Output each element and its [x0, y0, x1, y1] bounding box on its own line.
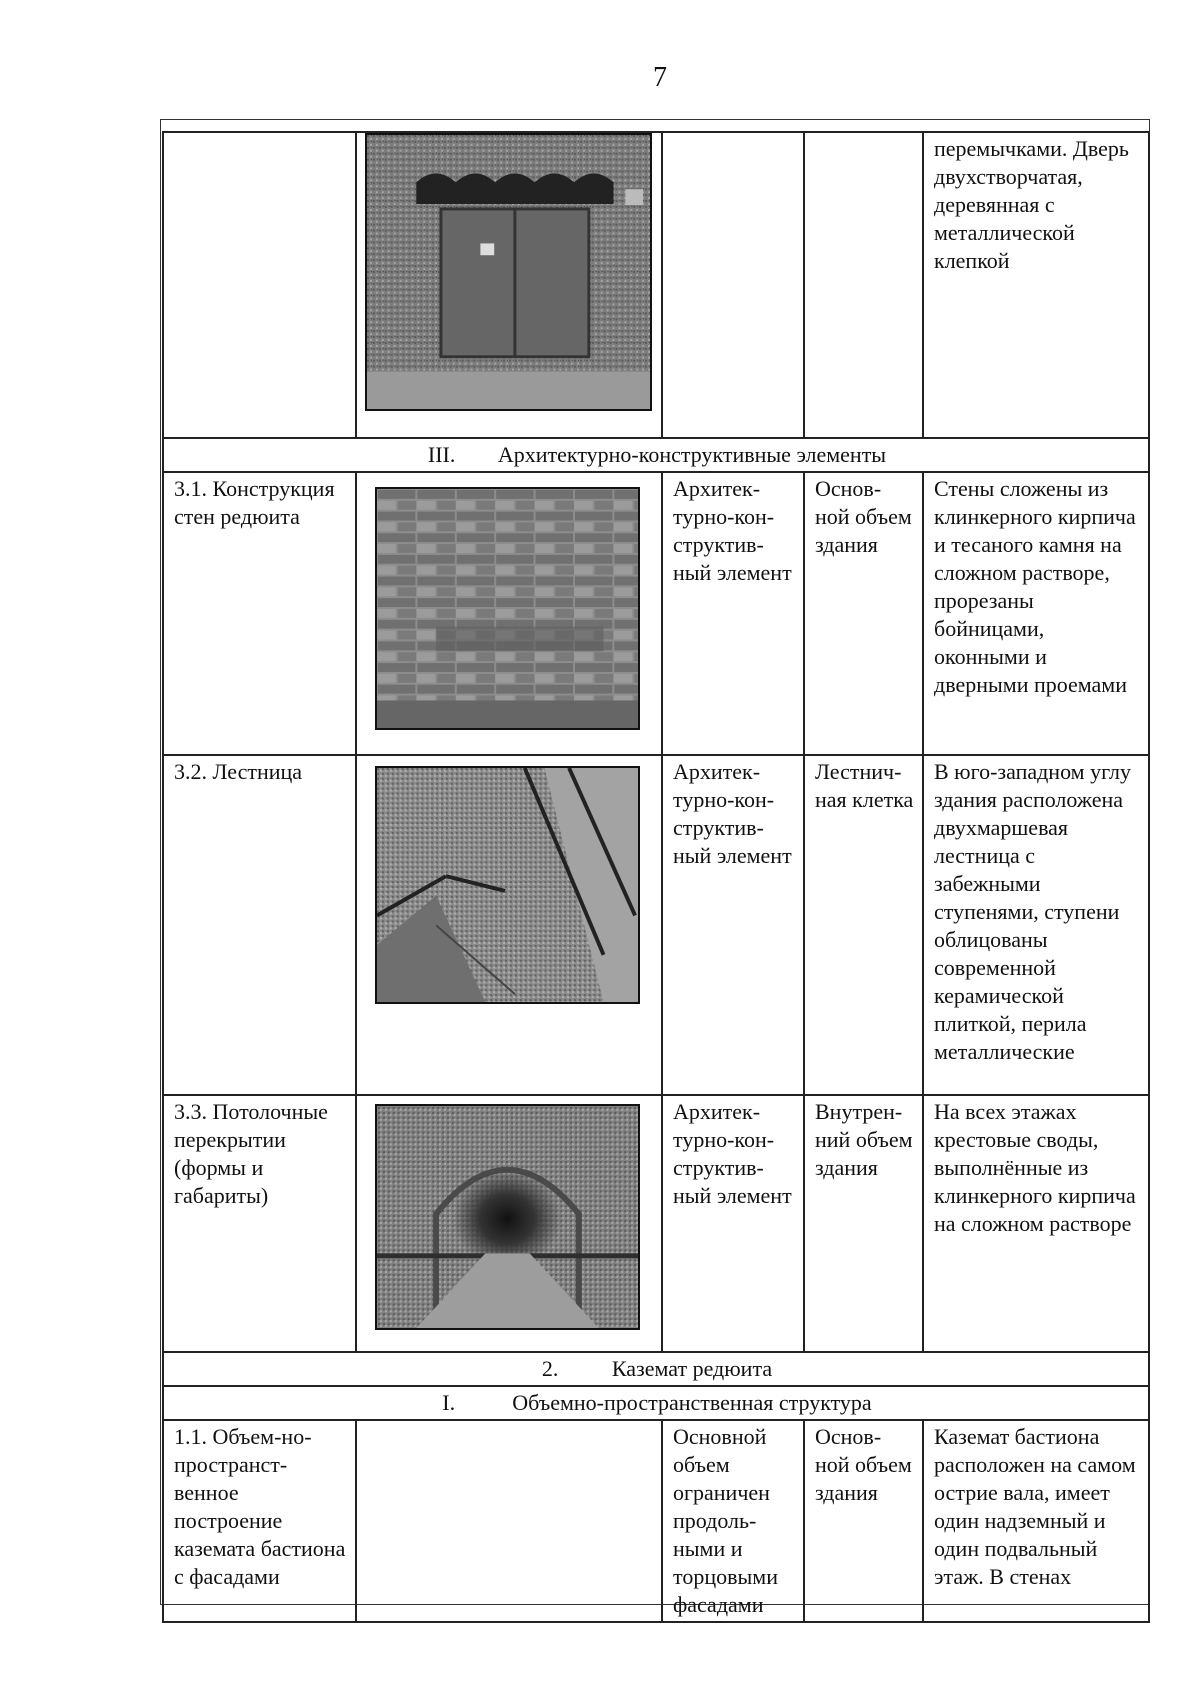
table-row — [163, 1095, 1149, 1352]
table-row — [163, 755, 1149, 1095]
row-name-cell: 3.2. Лестница — [163, 755, 356, 1095]
row-name-cell: 3.1. Конструкция стен редюита — [163, 472, 356, 755]
photo-cell — [356, 132, 662, 438]
row-name-cell — [163, 132, 356, 438]
table-row — [163, 472, 1149, 755]
row-name-cell: 1.1. Объем-но-пространст-венное построение каземата бастиона с фасадами — [163, 1420, 356, 1622]
section-title: Архитектурно-конструктивные элементы — [497, 442, 887, 467]
section-header-2 — [163, 1352, 1149, 1386]
row-location-cell: Лестнич-ная клетка — [804, 755, 923, 1095]
section-header-iii — [163, 438, 1149, 472]
row-category-cell: Архитек-турно-кон-структив-ный элемент — [662, 755, 804, 1095]
photo-door — [365, 133, 652, 411]
row-description-cell: Каземат бастиона расположен на самом острие вала, имеет один надземный и один подвальный этаж. В стенах — [923, 1420, 1149, 1622]
section-number: 2. — [541, 1356, 559, 1381]
row-description-cell: На всех этажах крестовые своды, выполнённые из клинкерного кирпича на сложном растворе — [923, 1095, 1149, 1352]
section-header-row — [163, 1386, 1149, 1420]
photo-vaulted-corridor — [375, 1104, 640, 1330]
section-header-row — [163, 438, 1149, 472]
row-category-cell: Архитек-турно-кон-структив-ный элемент — [662, 472, 804, 755]
row-category-cell: Архитек-турно-кон-структив-ный элемент — [662, 1095, 804, 1352]
section-number: I. — [442, 1390, 456, 1415]
row-description-cell: Стены сложены из клинкерного кирпича и тесаного камня на сложном растворе, прорезаны бойницами, оконными и дверными проемами — [923, 472, 1149, 755]
photo-staircase — [375, 766, 640, 1004]
row-location-cell: Основ-ной объем здания — [804, 472, 923, 755]
section-header-row — [163, 1352, 1149, 1386]
row-location-cell: Основ-ной объем здания — [804, 1420, 923, 1622]
photo-wall — [375, 487, 640, 730]
row-location-cell — [804, 132, 923, 438]
section-number: III. — [427, 442, 456, 467]
row-category-cell — [662, 132, 804, 438]
photo-cell-empty — [356, 1420, 662, 1622]
row-location-cell: Внутрен-ний объем здания — [804, 1095, 923, 1352]
section-title: Каземат редюита — [611, 1356, 773, 1381]
photo-cell — [356, 472, 662, 755]
section-title: Объемно-пространственная структура — [512, 1390, 872, 1415]
photo-cell — [356, 755, 662, 1095]
row-name-cell: 3.3. Потолочные перекрытии (формы и габариты) — [163, 1095, 356, 1352]
table-row — [163, 132, 1149, 438]
table-row — [163, 1420, 1149, 1622]
photo-cell — [356, 1095, 662, 1352]
row-description-cell: В юго-западном углу здания расположена двухмаршевая лестница с забежными ступенями, ступени облицованы современной керамической плиткой, перила металлические — [923, 755, 1149, 1095]
monument-elements-table — [162, 131, 1150, 1623]
section-header-i — [163, 1386, 1149, 1420]
row-category-cell: Основной объем ограничен продоль-ными и торцовыми фасадами — [662, 1420, 804, 1622]
page-number: 7 — [653, 62, 667, 93]
row-description-cell: перемычками. Дверь двухстворчатая, деревянная с металлической клепкой — [923, 132, 1149, 438]
